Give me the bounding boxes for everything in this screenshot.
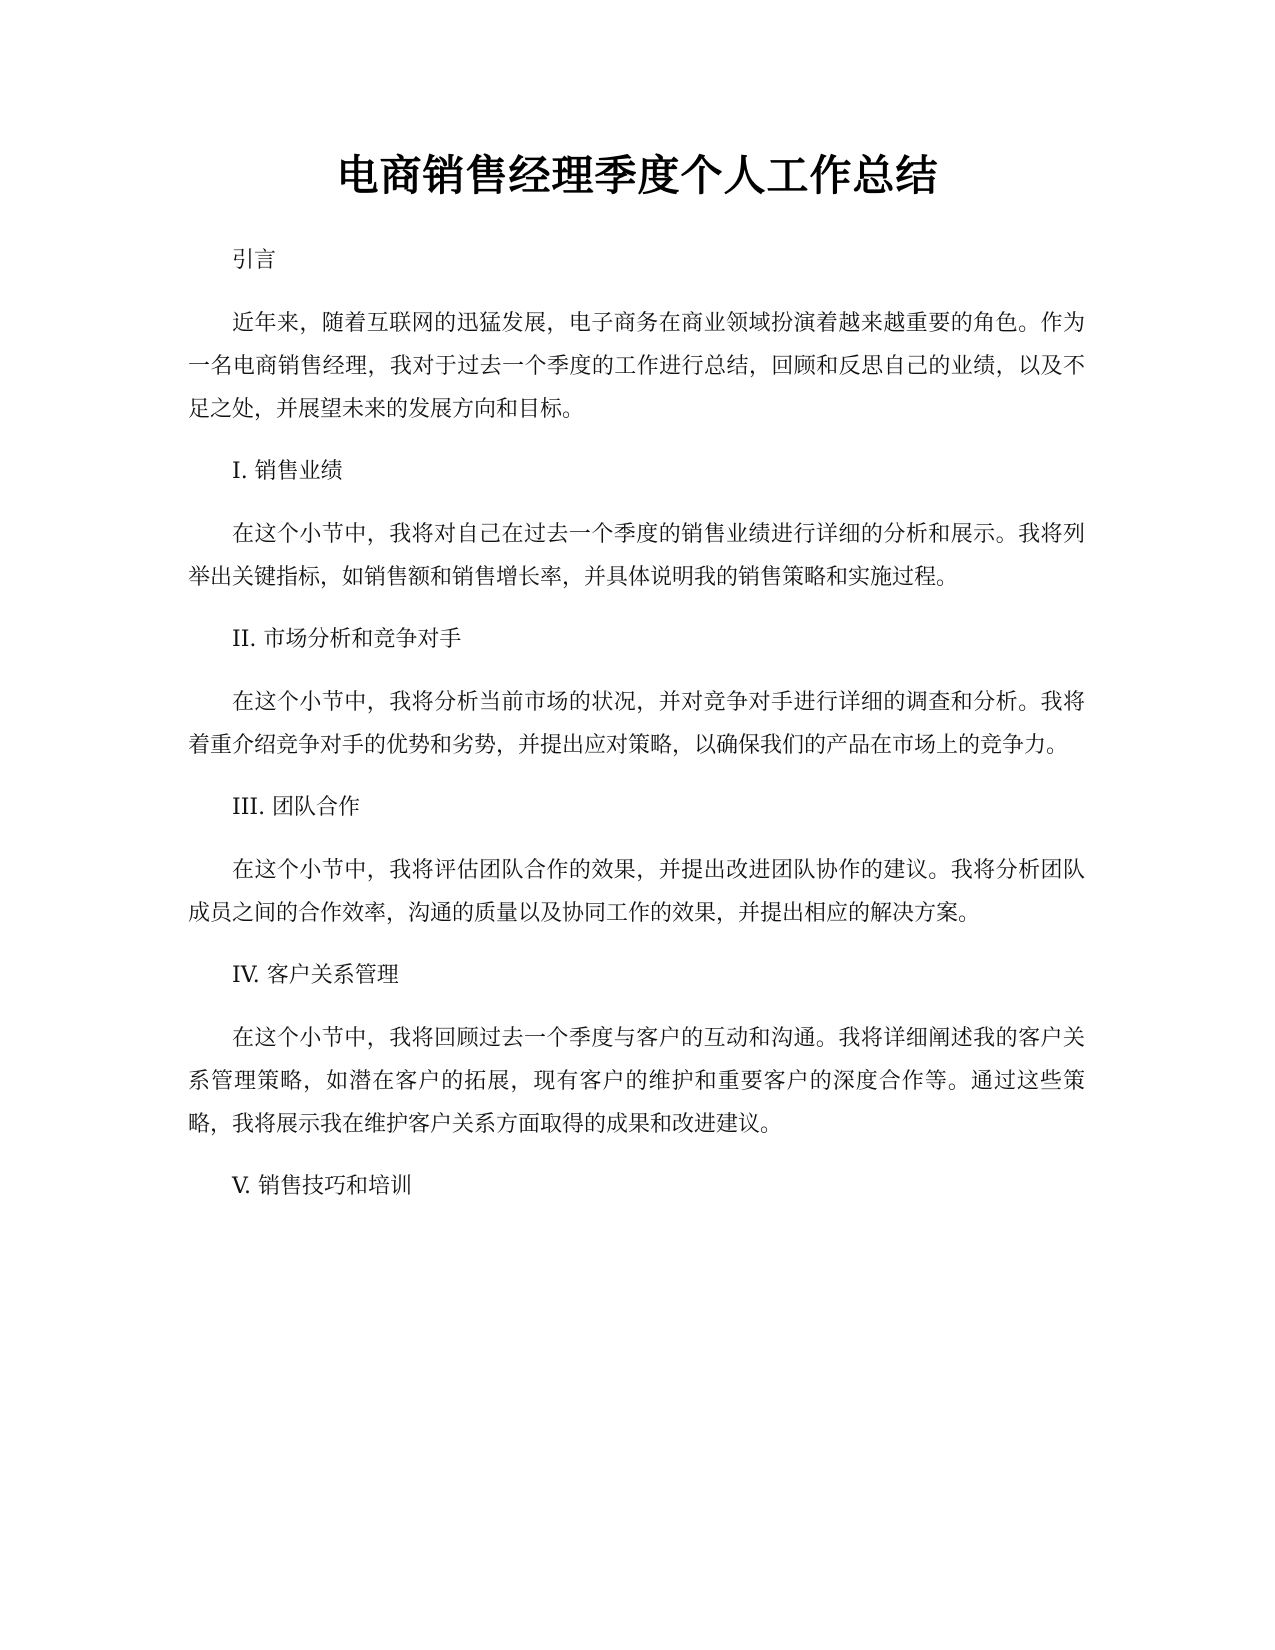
section-heading-intro: 引言 [232, 248, 277, 273]
document-title: 电商销售经理季度个人工作总结 [336, 151, 939, 200]
section-paragraph-market-analysis: 在这个小节中，我将分析当前市场的状况，并对竞争对手进行详细的调查和分析。我将着重介绍竞争对手的优势和劣势，并提出应对策略，以确保我们的产品在市场上的竞争力。 [188, 690, 1085, 758]
section-paragraph-intro: 近年来，随着互联网的迅猛发展，电子商务在商业领域扮演着越来越重要的角色。作为一名电商销售经理，我对于过去一个季度的工作进行总结，回顾和反思自己的业绩，以及不足之处，并展望未来的发展方向和目标。 [188, 311, 1085, 422]
section-paragraph-teamwork: 在这个小节中，我将评估团队合作的效果，并提出改进团队协作的建议。我将分析团队成员之间的合作效率，沟通的质量以及协同工作的效果，并提出相应的解决方案。 [188, 858, 1085, 926]
section-paragraph-customer-relations: 在这个小节中，我将回顾过去一个季度与客户的互动和沟通。我将详细阐述我的客户关系管理策略，如潜在客户的拓展，现有客户的维护和重要客户的深度合作等。通过这些策略，我将展示我在维护客户关系方面取得的成果和改进建议。 [188, 1026, 1085, 1137]
section-heading-teamwork: III. 团队合作 [232, 795, 361, 820]
document-body [188, 240, 1085, 1228]
section-paragraph-sales-performance: 在这个小节中，我将对自己在过去一个季度的销售业绩进行详细的分析和展示。我将列举出关键指标，如销售额和销售增长率，并具体说明我的销售策略和实施过程。 [188, 522, 1085, 590]
section-heading-customer-relations: IV. 客户关系管理 [232, 963, 399, 988]
section-heading-sales-performance: I. 销售业绩 [232, 459, 343, 484]
section-heading-sales-skills: V. 销售技巧和培训 [232, 1174, 413, 1199]
section-heading-market-analysis: II. 市场分析和竞争对手 [232, 627, 462, 652]
